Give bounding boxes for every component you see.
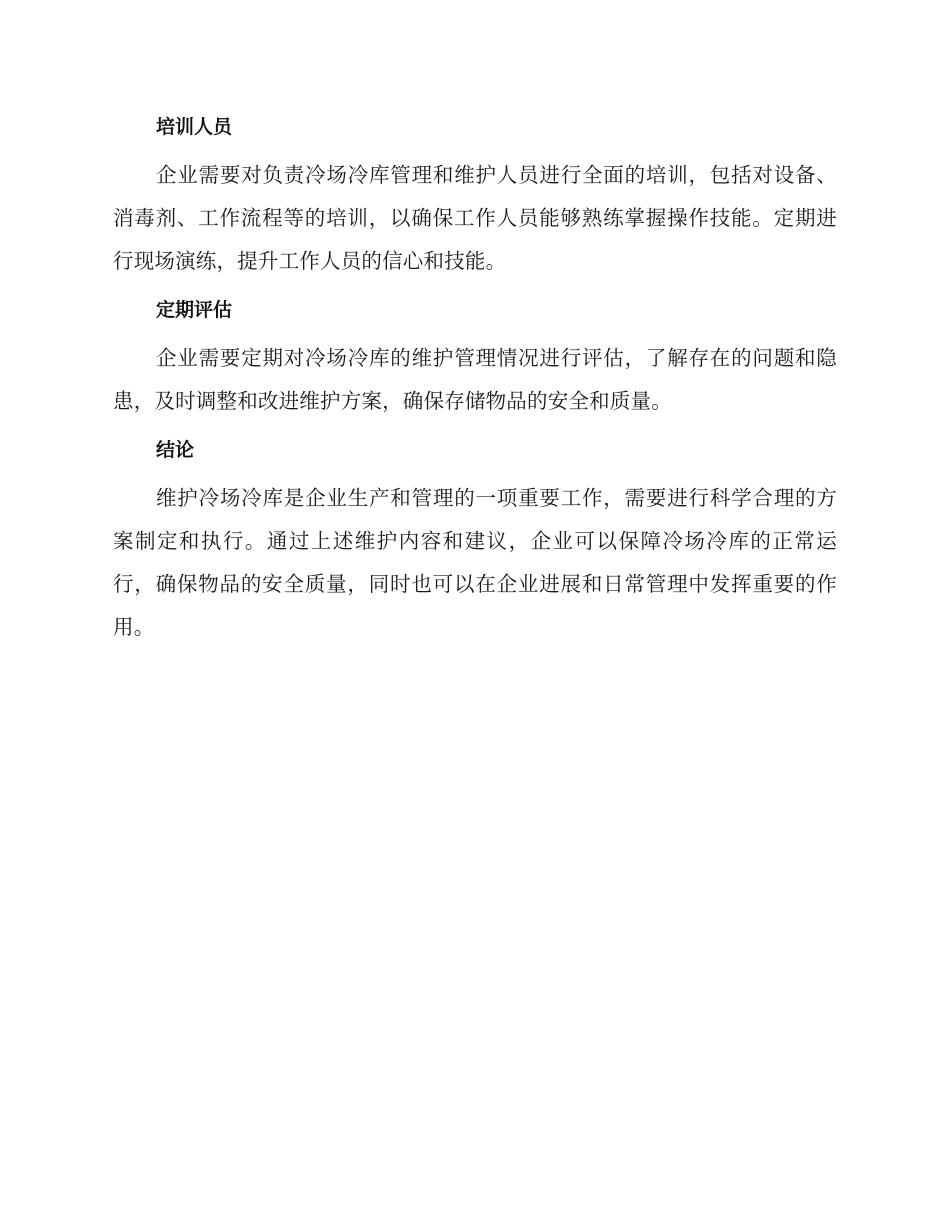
section-paragraph: 维护冷场冷库是企业生产和管理的一项重要工作，需要进行科学合理的方案制定和执行。通过上述维护内容和建议，企业可以保障冷场冷库的正常运行，确保物品的安全质量，同时也可以在企业进展和日常管理中发挥重要的作用。: [113, 486, 837, 639]
section-heading: 培训人员: [156, 116, 233, 138]
section-training: [113, 108, 837, 283]
section-conclusion: [113, 431, 837, 649]
document-body: [113, 108, 837, 657]
section-paragraph: 企业需要定期对冷场冷库的维护管理情况进行评估，了解存在的问题和隐患，及时调整和改进维护方案，确保存储物品的安全和质量。: [113, 346, 837, 413]
section-heading: 定期评估: [156, 299, 233, 321]
section-paragraph: 企业需要对负责冷场冷库管理和维护人员进行全面的培训，包括对设备、消毒剂、工作流程等的培训，以确保工作人员能够熟练掌握操作技能。定期进行现场演练，提升工作人员的信心和技能。: [113, 163, 837, 273]
section-evaluation: [113, 291, 837, 423]
section-heading: 结论: [156, 439, 195, 461]
